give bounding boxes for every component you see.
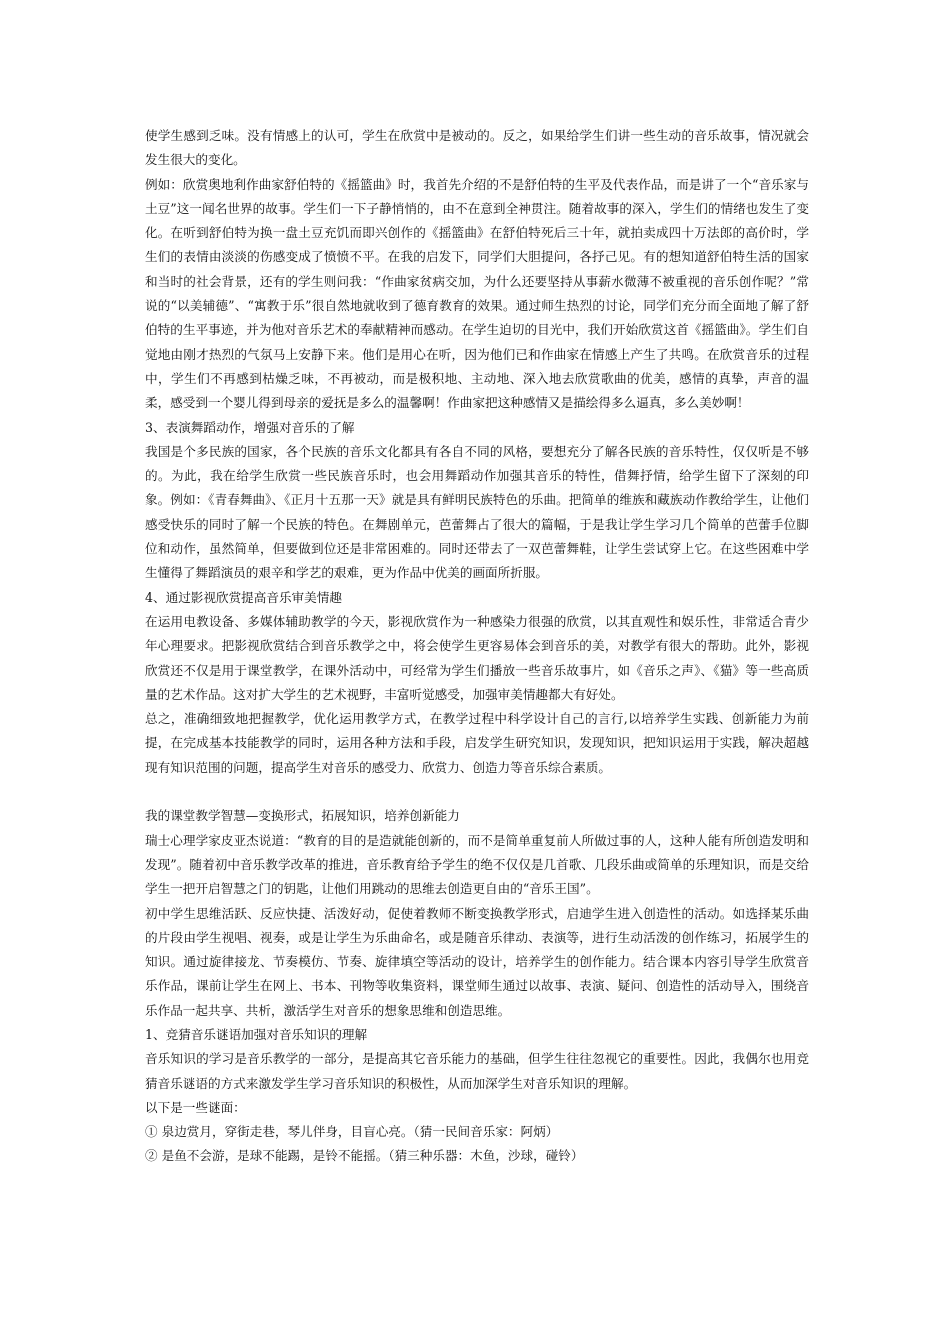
riddle-item: ① 泉边赏月，穿街走巷，琴儿伴身，目盲心亮。（猜一民间音乐家：阿炳） [145,1124,559,1140]
paragraph-music-knowledge: 音乐知识的学习是音乐教学的一部分，是提高其它音乐能力的基础，但学生往往忽视它的重要性。因此，我偶尔也用竞猜音乐谜语的方式来激发学生学习音乐知识的积极性，从而加深学生对音乐知识的理解。 [145,1051,809,1091]
paragraph-summary: 总之，准确细致地把握教学，优化运用教学方式，在教学过程中科学设计自己的言行,以培养学生实践、创新能力为前提，在完成基本技能教学的同时，运用各种方法和手段，启发学生研究知识，发现知识，把知识运用于实践，解决超越现有知识范围的问题，提高学生对音乐的感受力、欣赏力、创造力等音乐综合素质。 [145,711,809,775]
paragraph-piaget: 瑞士心理学家皮亚杰说道：“教育的目的是造就能创新的，而不是简单重复前人所做过事的人，这种人能有所创造发明和发现”。随着初中音乐教学改革的推进，音乐教育给予学生的绝不仅仅是几首歌、几段乐曲或简单的乐理知识，而是交给学生一把开启智慧之门的钥匙，让他们用跳动的思维去创造更自由的“音乐王国”。 [145,832,809,897]
paragraph-intro-continued: 使学生感到乏味。没有情感上的认可，学生在欣赏中是被动的。反之，如果给学生们讲一些生动的音乐故事，情况就会发生很大的变化。 [145,128,809,168]
document-body [145,124,809,1169]
riddle-item: ② 是鱼不会游，是球不能踢，是铃不能摇。（猜三种乐器：木鱼，沙球，碰铃） [145,1148,584,1164]
section-heading-1: 1、竞猜音乐谜语加强对音乐知识的理解 [145,1026,368,1042]
article-title: 我的课堂教学智慧—变换形式，拓展知识，培养创新能力 [145,808,460,824]
paragraph-junior-students: 初中学生思维活跃、反应快捷、活泼好动，促使着教师不断变换教学形式，启迪学生进入创造性的活动。如选择某乐曲的片段由学生视唱、视奏，或是让学生为乐曲命名，或是随音乐律动、表演等，进行生动活泼的创作练习，拓展学生的知识。通过旋律接龙、节奏模仿、节奏、旋律填空等活动的设计，培养学生的创作能力。结合课本内容引导学生欣赏音乐作品，课前让学生在网上、书本、刊物等收集资料，课堂师生通过以故事、表演、疑问、创造性的活动导入，围绕音乐作品一起共享、共析，激活学生对音乐的想象思维和创造思维。 [145,905,809,1018]
riddles-intro: 以下是一些谜面： [145,1099,246,1115]
paragraph-schubert-example: 例如：欣赏奥地利作曲家舒伯特的《摇篮曲》时，我首先介绍的不是舒伯特的生平及代表作品，而是讲了一个“音乐家与土豆”这一闻名世界的故事。学生们一下子静悄悄的，由不在意到全神贯注。随着故事的深入，学生们的情绪也发生了变化。在听到舒伯特为换一盘土豆充饥而即兴创作的《摇篮曲》在舒伯特死后三十年，就拍卖成四十万法郎的高价时，学生们的表情由淡淡的伤感变成了愤愤不平。在我的启发下，同学们大胆提问，各抒己见。有的想知道舒伯特生活的国家和当时的社会背景，还有的学生则问我：“作曲家贫病交加，为什么还要坚持从事薪水微薄不被重视的音乐创作呢？”常说的“以美辅德”、“寓教于乐”很自然地就收到了德育教育的效果。通过师生热烈的讨论，同学们充分而全面地了解了舒伯特的生平事迹，并为他对音乐艺术的奉献精神而感动。在学生迫切的目光中，我们开始欣赏这首《摇篮曲》。学生们自觉地由刚才热烈的气氛马上安静下来。他们是用心在听，因为他们已和作曲家在情感上产生了共鸣。在欣赏音乐的过程中，学生们不再感到枯燥乏味，不再被动，而是极积地、主动地、深入地去欣赏歌曲的优美，感情的真挚，声音的温柔，感受到一个婴儿得到母亲的爱抚是多么的温馨啊！作曲家把这种感情又是描绘得多么逼真，多么美妙啊！ [145,176,809,411]
paragraph-dance: 我国是个多民族的国家，各个民族的音乐文化都具有各自不同的风格，要想充分了解各民族的音乐特性，仅仅听是不够的。为此，我在给学生欣赏一些民族音乐时，也会用舞蹈动作加强其音乐的特性，借舞抒情，给学生留下了深刻的印象。例如：《青春舞曲》、《正月十五那一天》就是具有鲜明民族特色的乐曲。把简单的维族和藏族动作教给学生，让他们感受快乐的同时了解一个民族的特色。在舞剧单元，芭蕾舞占了很大的篇幅，于是我让学生学习几个简单的芭蕾手位脚位和动作，虽然简单，但要做到位还是非常困难的。同时还带去了一双芭蕾舞鞋，让学生尝试穿上它。在这些困难中学生懂得了舞蹈演员的艰辛和学艺的艰难，更为作品中优美的画面所折服。 [145,443,809,581]
section-heading-3: 3、表演舞蹈动作，增强对音乐的了解 [145,419,355,435]
paragraph-film: 在运用电教设备、多媒体辅助教学的今天，影视欣赏作为一种感染力很强的欣赏，以其直观性和娱乐性，非常适合青少年心理要求。把影视欣赏结合到音乐教学之中，将会使学生更容易体会到音乐的美，对教学有很大的帮助。此外，影视欣赏还不仅是用于课堂教学，在课外活动中，可经常为学生们播放一些音乐故事片，如《音乐之声》、《猫》等一些高质量的艺术作品。这对扩大学生的艺术视野，丰富听觉感受，加强审美情趣都大有好处。 [145,613,809,702]
blank-line [145,780,809,804]
section-heading-4: 4、通过影视欣赏提高音乐审美情趣 [145,589,342,605]
